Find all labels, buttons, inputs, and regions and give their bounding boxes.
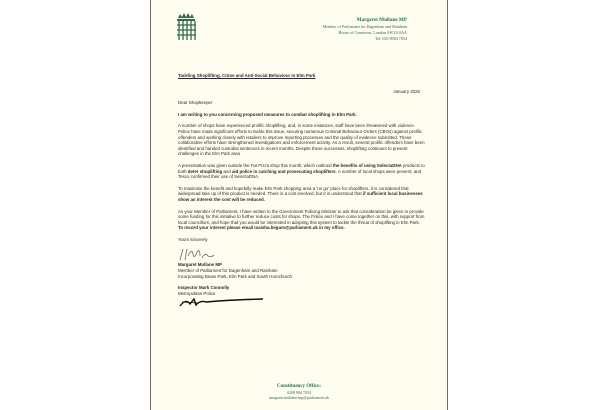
- letter-date: January 2026: [393, 88, 420, 94]
- footer-phone: 0208 984 7834: [287, 390, 311, 395]
- mp-signature: [178, 246, 426, 262]
- paragraph-2: A presentation was given outside the Fat Pizza shop this month, which outlined the benefits of using SelectaDNA products to both deter shoplifting and aid police in catching and prosecuting shoplifters. A number of local shops were present, and Tesco confirmed their use of SelectaDNA.: [178, 162, 425, 180]
- email-link[interactable]: To record your interest please email maisha.begum@parliament.uk in my office.: [178, 225, 345, 231]
- inspector-signature-icon: [178, 296, 268, 308]
- letterhead: [323, 17, 407, 42]
- salutation: Dear Shopkeeper: [178, 100, 213, 106]
- footer-email[interactable]: margaret.mullane.mp@parliament.uk: [269, 395, 329, 401]
- signatory-2-org: Metropolitan Police: [178, 290, 216, 296]
- letterhead-line: Tel: 020 8984 7834: [375, 36, 407, 41]
- signatory-2-name: Inspector Mark Connolly: [178, 285, 230, 291]
- mp-name: Margaret Mullane MP: [356, 17, 407, 23]
- closing: Yours sincerely: [178, 236, 208, 242]
- signature-icon: [178, 246, 238, 262]
- letterhead-line: Member of Parliament for Dagenham and Rainham: [322, 24, 407, 29]
- letterhead-line: House of Commons, London SW1A 0AA: [338, 30, 407, 35]
- paragraph-1: A number of shops have experienced prolific shoplifting, and, in some instances, staff have been threatened with violence. Police have made significant efforts to tackle this issue, securing numerous Criminal Behaviour Orders (CBOs) against prolific offenders and working closely with retailers to improve reporting processes and the quality of evidence submitted. These collaborative efforts have strengthened investigations and enforcement activity. As a result, several prolific offenders have been identified and handed custodial sentences in recent months. Despite these successes, shoplifting continues to present challenges in the Elm Park area: [178, 123, 425, 157]
- constituency-office-footer: [151, 383, 447, 401]
- letter-body: [178, 73, 426, 310]
- footer-title: Constituency Office:: [276, 384, 322, 389]
- intro-paragraph: I am writing to you concerning proposed measures to combat shoplifting in Elm Park.: [178, 111, 357, 117]
- letter-page: [150, 0, 448, 410]
- paragraph-4: As your Member of Parliament, I have written to the Government Policing Minister to ask that consideration be given to provide some funding for this initiative to further reduce costs for shops. The Police and I have come together on this, with support from local councillors, and hope that you would be interested in adopting this system to tackle the threat of shoplifting in Elm Park. To record your interest please email maisha.begum@parliament.uk in my office.: [178, 208, 425, 231]
- paragraph-3: To maximise the benefit and hopefully make Elm Park shopping area a 'no go' place for shoplifters, it is considered that widespread take up of this product is needed. There is a cost involved, but it is understood that if sufficient local businesses show an interest the cost will be reduced.: [178, 185, 423, 202]
- letter-subject: Tackling Shoplifting, Crime and Anti-Social Behaviour in Elm Park: [178, 73, 316, 78]
- signatory-1-area: Incorporating Beam Park, Elm Park and South Hornchurch: [178, 273, 292, 279]
- portcullis-icon: [175, 12, 197, 44]
- signatory-1-name: Margaret Mullane MP: [178, 262, 222, 268]
- signatory-1-role: Member of Parliament for Dagenham and Rainham: [178, 268, 278, 274]
